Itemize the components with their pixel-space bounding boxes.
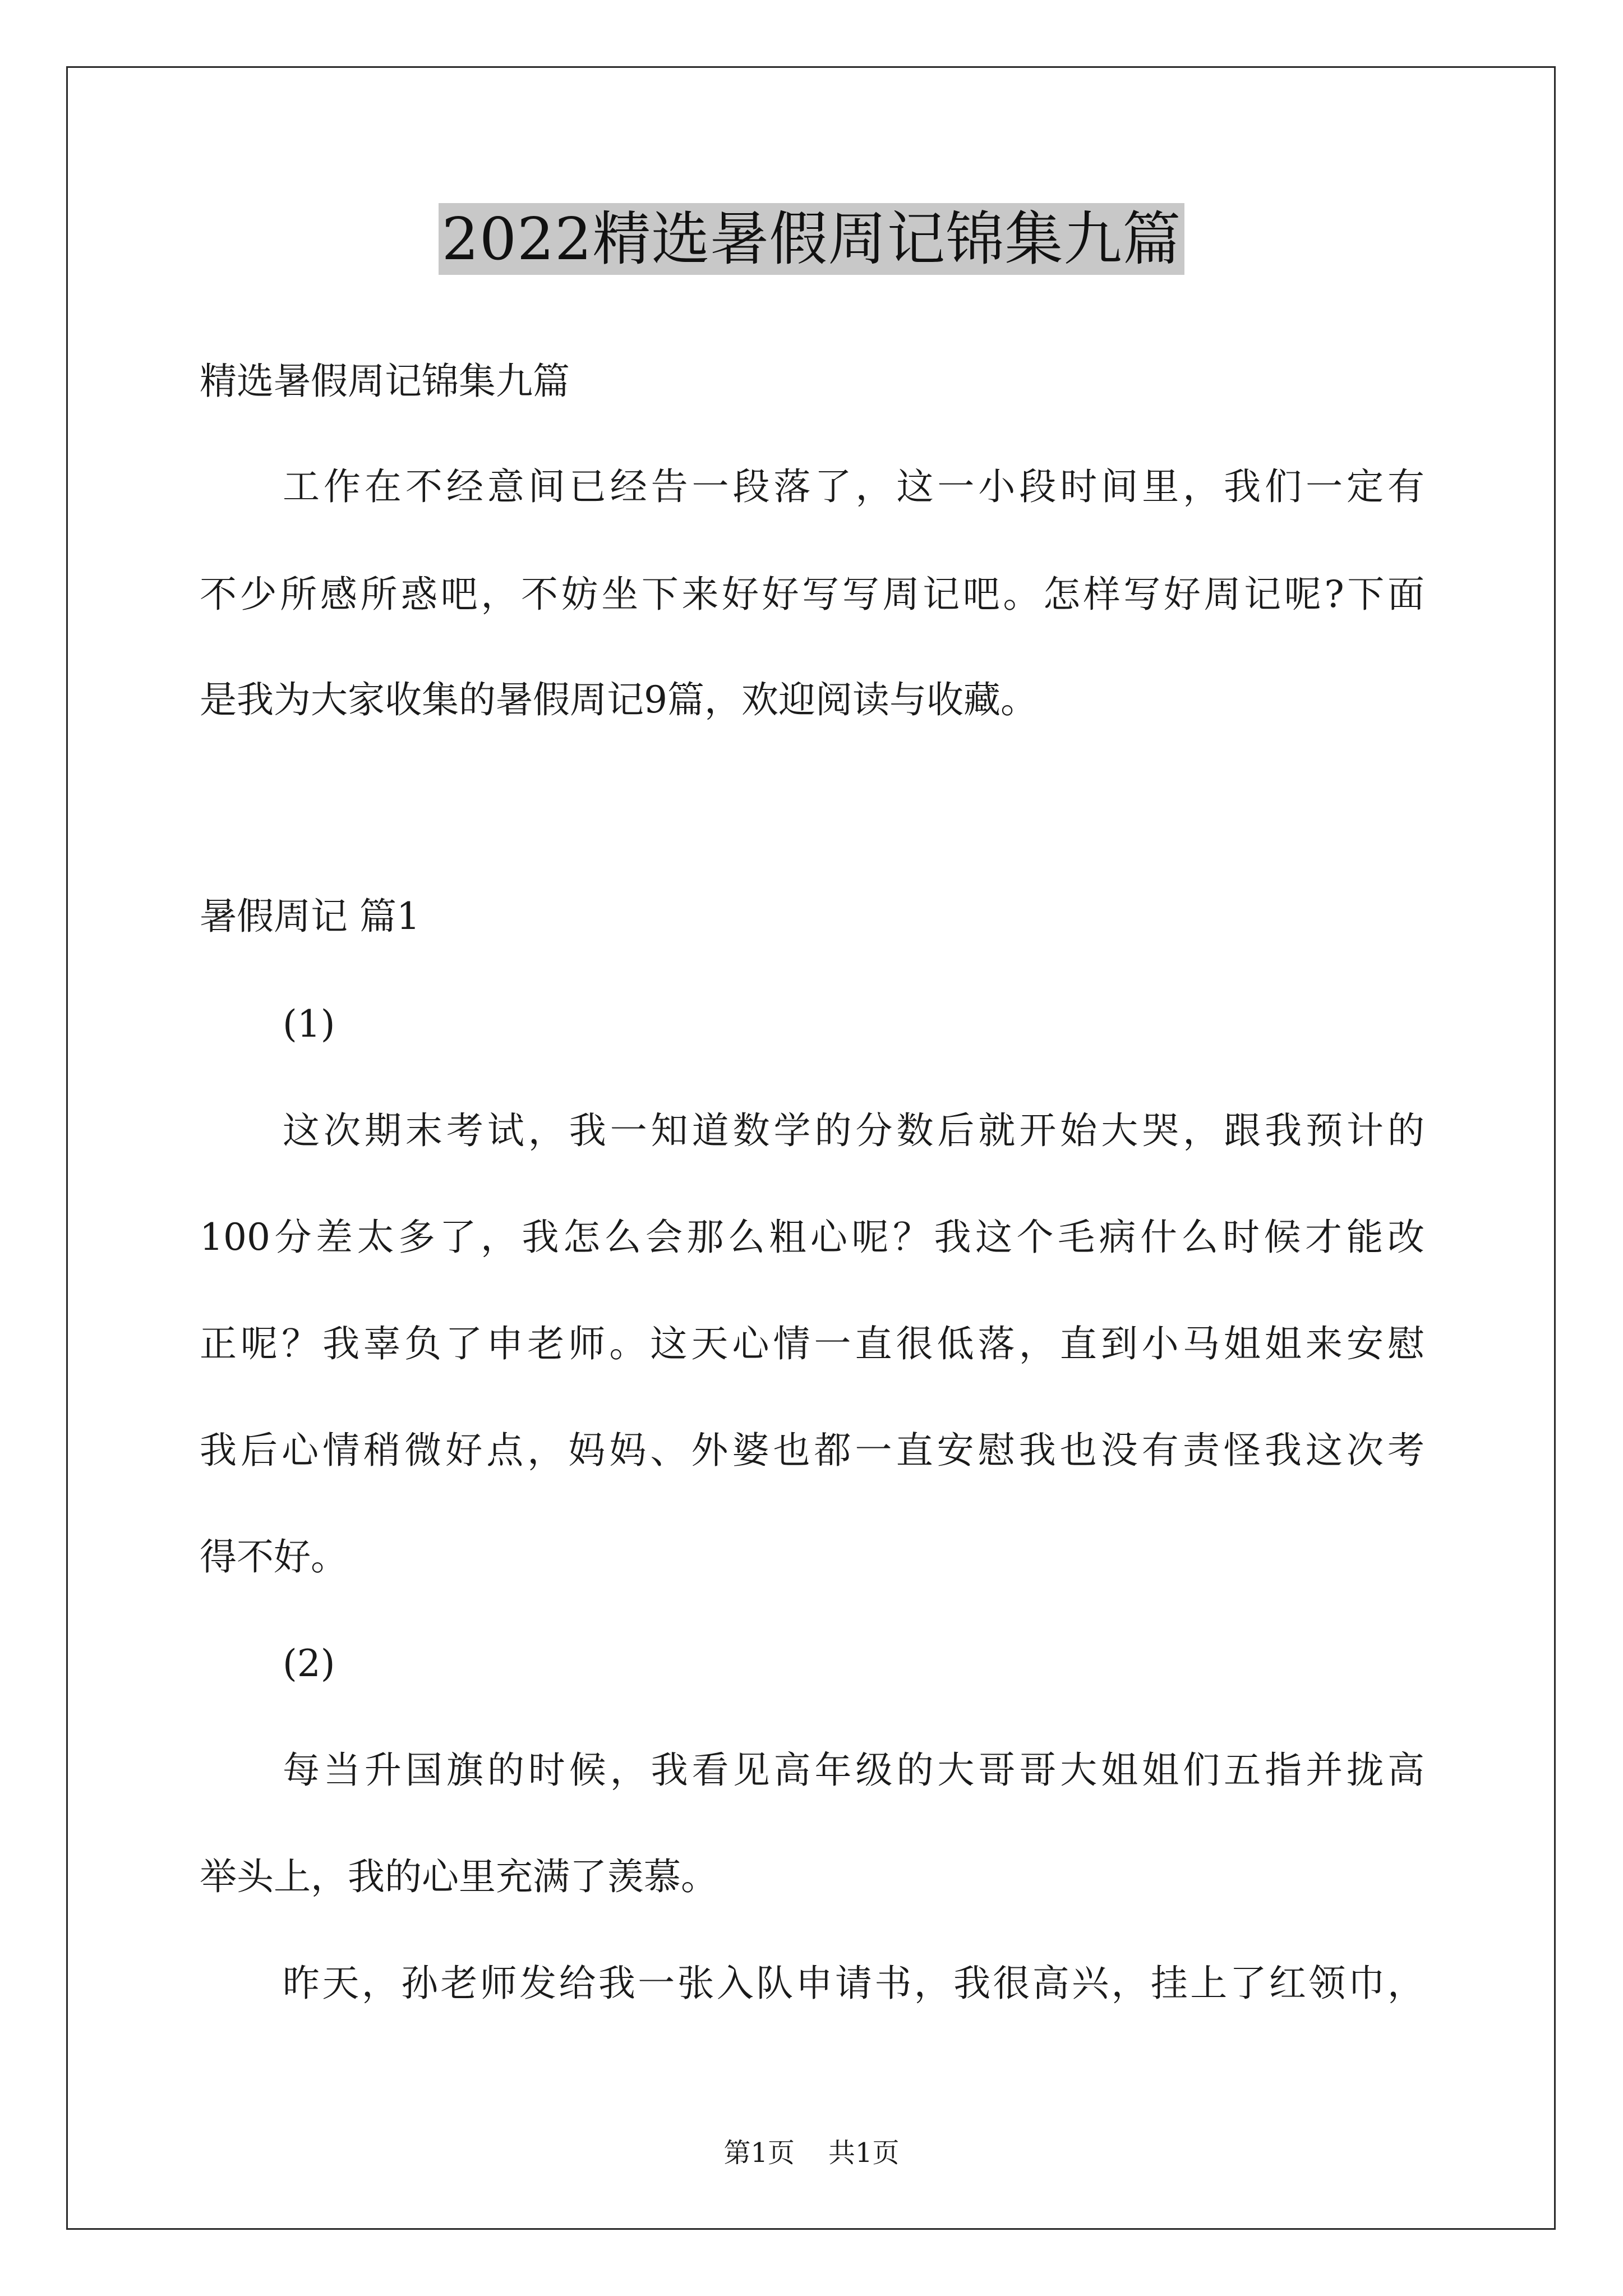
part1-line-5: 得不好。	[200, 1535, 348, 1579]
part1-line-3: 正呢？我辜负了申老师。这天心情一直很低落，直到小马姐姐来安慰	[200, 1322, 1424, 1365]
part1-line-4: 我后心情稍微好点，妈妈、外婆也都一直安慰我也没有责怪我这次考	[200, 1429, 1424, 1472]
page-number: 第1页	[723, 2137, 795, 2169]
document-title: 2022精选暑假周记锦集九篇	[439, 203, 1185, 275]
document-subtitle: 精选暑假周记锦集九篇	[200, 360, 570, 403]
intro-line-2: 不少所感所惑吧，不妨坐下来好好写写周记吧。怎样写好周记呢?下面	[200, 573, 1424, 616]
title-block	[0, 203, 1623, 275]
intro-line-3: 是我为大家收集的暑假周记9篇，欢迎阅读与收藏。	[200, 678, 1038, 721]
section-heading: 暑假周记 篇1	[200, 895, 420, 938]
page-footer	[0, 2136, 1623, 2170]
part2-label: (2)	[283, 1642, 335, 1685]
part2-line-2: 举头上，我的心里充满了羡慕。	[200, 1855, 718, 1898]
part1-line-2: 100分差太多了，我怎么会那么粗心呢？我这个毛病什么时候才能改	[200, 1216, 1424, 1259]
intro-line-1: 工作在不经意间已经告一段落了，这一小段时间里，我们一定有	[283, 465, 1424, 508]
part1-line-1: 这次期末考试，我一知道数学的分数后就开始大哭，跟我预计的	[283, 1109, 1424, 1152]
part2-line-3: 昨天，孙老师发给我一张入队申请书，我很高兴，挂上了红领巾，	[283, 1962, 1424, 2005]
part1-label: (1)	[283, 1002, 335, 1046]
page-total: 共1页	[828, 2137, 900, 2169]
part2-line-1: 每当升国旗的时候，我看见高年级的大哥哥大姐姐们五指并拢高	[283, 1749, 1424, 1792]
